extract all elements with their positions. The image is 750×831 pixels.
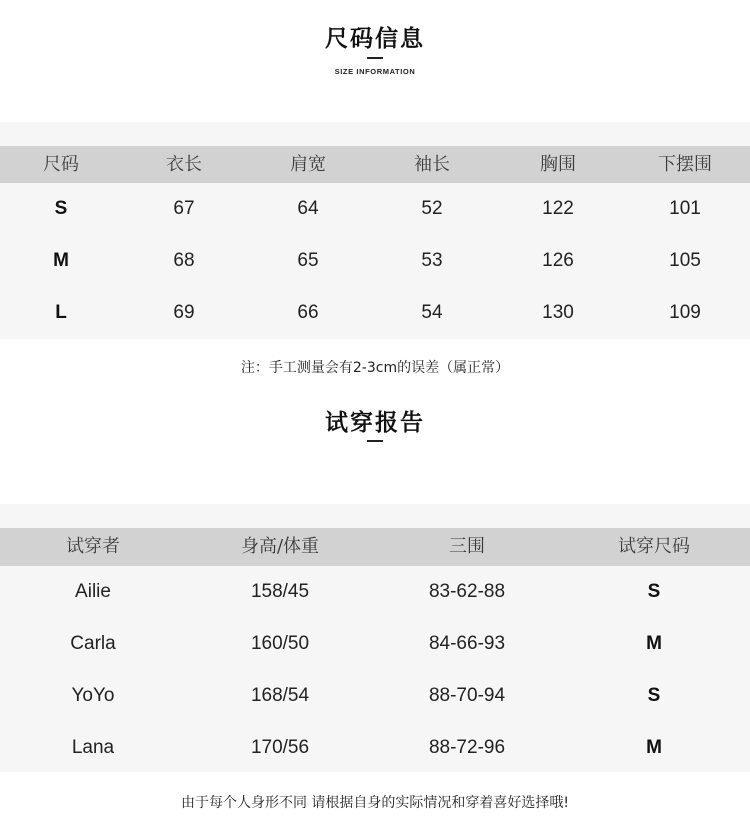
table-cell: 52 (421, 198, 443, 219)
header-cell: 衣长 (166, 154, 202, 175)
table-cell: 160/50 (250, 633, 310, 654)
table-cell: 65 (297, 250, 319, 271)
table-cell: 69 (173, 302, 195, 323)
header-cell: 身高/体重 (240, 536, 320, 557)
table-cell: 158/45 (250, 581, 310, 602)
header-cell: 袖长 (414, 154, 450, 175)
header-cell: 肩宽 (290, 154, 326, 175)
table-cell: S (54, 198, 68, 219)
table-cell: 66 (297, 302, 319, 323)
header-cell: 试穿者 (66, 536, 120, 557)
header-cell: 试穿尺码 (618, 536, 690, 557)
size-section-subtitle: SIZE INFORMATION (334, 67, 416, 76)
table-cell: 88-72-96 (428, 737, 506, 758)
table-cell: S (647, 581, 661, 602)
table-cell: 122 (542, 198, 574, 219)
size-section-title: 尺码信息 (325, 26, 425, 52)
table-cell: 64 (297, 198, 319, 219)
table-cell: Ailie (75, 581, 111, 602)
header-cell: 尺码 (43, 154, 79, 175)
table-cell: 126 (542, 250, 574, 271)
header-cell: 三围 (449, 536, 485, 557)
fit-advice-note: 由于每个人身形不同 请根据自身的实际情况和穿着喜好选择哦! (180, 795, 570, 811)
table-cell: 130 (542, 302, 574, 323)
table-cell: M (646, 633, 662, 654)
table-cell: Lana (71, 737, 115, 758)
table-cell: 109 (669, 302, 701, 323)
fit-section-title: 试穿报告 (325, 410, 425, 436)
table-cell: 170/56 (250, 737, 310, 758)
header-cell: 胸围 (540, 154, 576, 175)
table-cell: 168/54 (250, 685, 310, 706)
measurement-note: 注：手工测量会有2-3cm的误差（属正常） (240, 360, 510, 376)
table-cell: 88-70-94 (428, 685, 506, 706)
table-cell: M (646, 737, 662, 758)
table-cell: 68 (173, 250, 195, 271)
size-title-underline (367, 57, 383, 59)
table-cell: S (647, 685, 661, 706)
table-cell: 83-62-88 (428, 581, 506, 602)
table-cell: 84-66-93 (428, 633, 506, 654)
table-cell: 101 (669, 198, 701, 219)
table-cell: YoYo (71, 685, 115, 706)
fit-title-underline (367, 440, 383, 442)
table-cell: Carla (70, 633, 116, 654)
table-cell: 53 (421, 250, 443, 271)
header-cell: 下摆围 (658, 154, 712, 175)
table-cell: 105 (669, 250, 701, 271)
table-cell: 67 (173, 198, 195, 219)
table-cell: 54 (421, 302, 443, 323)
table-cell: M (53, 250, 69, 271)
table-cell: L (55, 302, 67, 323)
